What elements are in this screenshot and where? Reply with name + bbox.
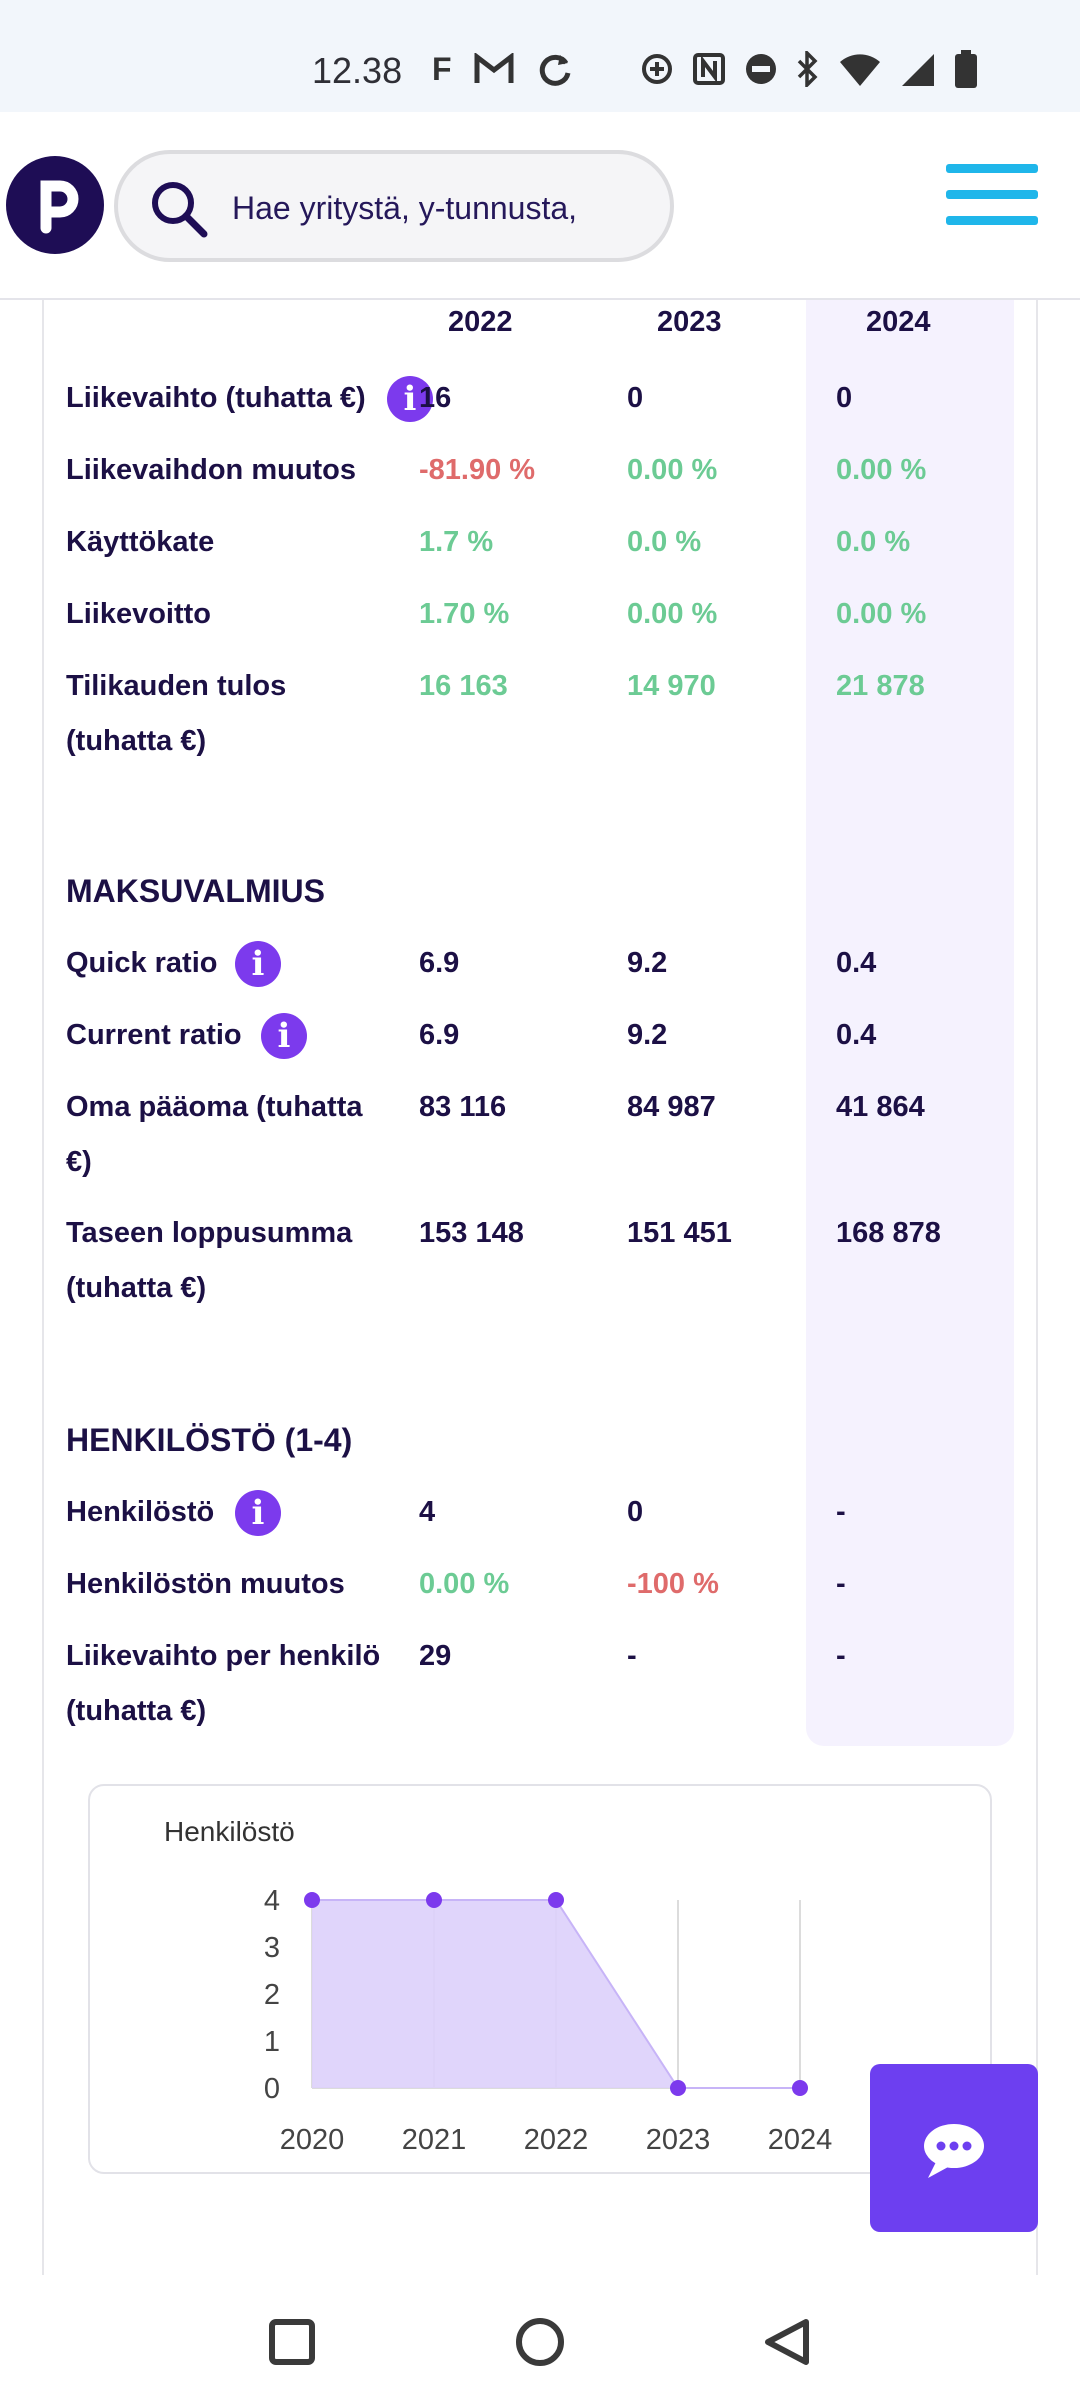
row-value: 84 987: [627, 1091, 716, 1123]
search-input[interactable]: Hae yritystä, y-tunnusta,: [232, 190, 578, 226]
row-value: -: [836, 1640, 846, 1672]
row-value: 0: [836, 382, 853, 414]
info-icon[interactable]: i: [235, 1490, 281, 1536]
row-label: Quick ratio: [66, 947, 218, 979]
y-tick-label: 4: [263, 1885, 280, 1917]
year-header-2022: 2022: [448, 306, 513, 338]
row-value: 0.00 %: [627, 454, 718, 486]
info-icon[interactable]: i: [261, 1013, 307, 1059]
bluetooth-icon: [796, 51, 820, 87]
info-icon[interactable]: i: [235, 941, 281, 987]
year-header-2023: 2023: [657, 306, 722, 338]
row-value: 0.0 %: [836, 526, 911, 558]
signal-icon: [900, 52, 936, 86]
wifi-icon: [838, 52, 882, 86]
row-value: 41 864: [836, 1091, 925, 1123]
search-icon: [148, 178, 210, 240]
row-value: 0.4: [836, 947, 877, 979]
app-header: [0, 112, 1080, 300]
battery-icon: [954, 50, 978, 88]
row-label: Käyttökate: [66, 526, 215, 558]
row-value: 0.00 %: [836, 598, 927, 630]
year-header-2024: 2024: [866, 306, 931, 338]
row-value: 9.2: [627, 947, 668, 979]
row-value: 16: [419, 382, 452, 414]
data-point: [304, 1892, 320, 1908]
system-nav-bar: [0, 2276, 1080, 2400]
logo-mark-icon: [6, 156, 104, 254]
row-label: Taseen loppusumma (tuhatta €): [66, 1217, 353, 1304]
x-tick-label: 2022: [523, 2124, 589, 2156]
row-value: 0: [627, 1496, 644, 1528]
row-value: 0: [627, 382, 644, 414]
row-label: Oma pääoma (tuhatta €): [66, 1091, 363, 1178]
row-value: 83 116: [419, 1091, 507, 1123]
row-label: Henkilöstö: [66, 1496, 215, 1528]
row-value: 151 451: [627, 1217, 732, 1249]
row-value: 0.00 %: [419, 1568, 510, 1600]
row-value: -: [627, 1640, 637, 1672]
row-value: 1.7 %: [419, 526, 494, 558]
row-value: 6.9: [419, 1019, 460, 1051]
data-point: [426, 1892, 442, 1908]
data-point: [548, 1892, 564, 1908]
y-tick-label: 1: [263, 2026, 280, 2058]
info-icon[interactable]: i: [387, 376, 433, 422]
row-value: 168 878: [836, 1217, 941, 1249]
status-left-icons: [432, 44, 572, 94]
row-value: 0.00 %: [627, 598, 718, 630]
status-bar: [0, 0, 1080, 112]
row-value: 29: [419, 1640, 452, 1672]
facebook-notification-icon: F: [432, 50, 452, 87]
row-value: 0.0 %: [627, 526, 702, 558]
recents-icon[interactable]: [268, 2318, 316, 2366]
row-value: 0.00 %: [836, 454, 927, 486]
dnd-icon: [744, 52, 778, 86]
row-value: -: [836, 1496, 846, 1528]
hamburger-menu-icon[interactable]: [946, 164, 1038, 234]
row-value: 9.2: [627, 1019, 668, 1051]
gmail-icon: [474, 53, 514, 85]
row-value: -81.90 %: [419, 454, 536, 486]
chat-bubble-icon: [870, 2064, 1038, 2232]
row-value: 1.70 %: [419, 598, 510, 630]
row-value: 153 148: [419, 1217, 524, 1249]
y-tick-label: 3: [263, 1932, 280, 1964]
row-value: -100 %: [627, 1568, 719, 1600]
x-tick-label: 2020: [279, 2124, 345, 2156]
nfc-icon: [692, 52, 726, 86]
x-tick-label: 2021: [401, 2124, 467, 2156]
row-value: -: [836, 1568, 846, 1600]
row-label: Liikevaihto (tuhatta €): [66, 382, 366, 414]
row-value: 14 970: [627, 670, 716, 702]
home-icon[interactable]: [514, 2316, 566, 2368]
row-value: 0.4: [836, 1019, 877, 1051]
sync-icon: [536, 51, 572, 87]
data-point: [670, 2080, 686, 2096]
x-tick-label: 2023: [645, 2124, 711, 2156]
status-right-icons: [640, 44, 978, 94]
chat-button[interactable]: [870, 2064, 1038, 2232]
back-icon[interactable]: [762, 2316, 812, 2368]
x-tick-label: 2024: [767, 2124, 833, 2156]
app-logo[interactable]: [6, 156, 104, 254]
search-bar[interactable]: [114, 150, 674, 262]
data-saver-icon: [640, 52, 674, 86]
area-fill: [312, 1900, 800, 2088]
row-label: Current ratio: [66, 1019, 242, 1051]
row-value: 21 878: [836, 670, 925, 702]
row-value: 16 163: [419, 670, 508, 702]
row-value: 6.9: [419, 947, 460, 979]
row-label: Liikevaihdon muutos: [66, 454, 357, 486]
row-label: Tilikauden tulos (tuhatta €): [66, 670, 287, 757]
y-tick-label: 2: [263, 1979, 280, 2011]
status-time: 12.38: [312, 50, 403, 91]
section-title-liquidity: MAKSUVALMIUS: [66, 873, 325, 909]
data-point: [792, 2080, 808, 2096]
row-label: Liikevoitto: [66, 598, 212, 630]
section-title-staff: HENKILÖSTÖ (1-4): [66, 1422, 353, 1458]
row-value: 4: [419, 1496, 436, 1528]
chart-title: Henkilöstö: [164, 1816, 295, 1847]
row-label: Liikevaihto per henkilö (tuhatta €): [66, 1640, 381, 1727]
staff-area-chart: [240, 1870, 860, 2170]
y-tick-label: 0: [263, 2073, 280, 2105]
row-label: Henkilöstön muutos: [66, 1568, 345, 1600]
